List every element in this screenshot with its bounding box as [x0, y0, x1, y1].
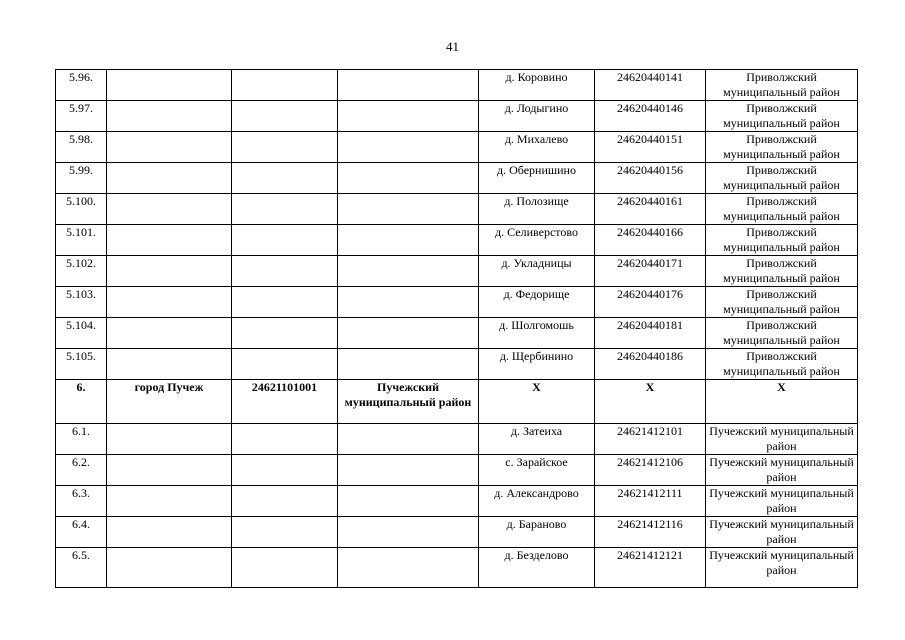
locality-cell: д. Безделово	[479, 548, 595, 588]
settlement-name-cell	[107, 101, 232, 132]
settlement-name-cell	[107, 318, 232, 349]
district-cell	[338, 225, 479, 256]
municipality-cell: Приволжский муниципальный район	[706, 225, 858, 256]
locality-cell: д. Шолгомошь	[479, 318, 595, 349]
locality-cell: д. Укладницы	[479, 256, 595, 287]
row-number-cell: 6.4.	[56, 517, 107, 548]
locality-cell: д. Михалево	[479, 132, 595, 163]
oktmo-code-cell: 24620440176	[595, 287, 706, 318]
oktmo-code-cell: 24620440166	[595, 225, 706, 256]
locality-cell: д. Полозище	[479, 194, 595, 225]
settlement-name-cell	[107, 548, 232, 588]
table-row	[56, 132, 858, 163]
municipality-cell: Пучежский муниципальный район	[706, 486, 858, 517]
row-number-cell: 5.100.	[56, 194, 107, 225]
code-cell	[232, 548, 338, 588]
code-cell	[232, 349, 338, 380]
municipality-cell: Пучежский муниципальный район	[706, 548, 858, 588]
district-cell	[338, 132, 479, 163]
municipality-cell: Приволжский муниципальный район	[706, 163, 858, 194]
table-row	[56, 163, 858, 194]
code-cell	[232, 517, 338, 548]
table-row	[56, 548, 858, 588]
district-cell	[338, 455, 479, 486]
district-cell	[338, 517, 479, 548]
row-number-cell: 5.98.	[56, 132, 107, 163]
municipality-cell: Пучежский муниципальный район	[706, 517, 858, 548]
municipality-cell: Приволжский муниципальный район	[706, 194, 858, 225]
municipality-cell: Приволжский муниципальный район	[706, 101, 858, 132]
municipality-cell: Пучежский муниципальный район	[706, 424, 858, 455]
code-cell	[232, 424, 338, 455]
code-cell	[232, 256, 338, 287]
table-row	[56, 101, 858, 132]
row-number-cell: 5.102.	[56, 256, 107, 287]
district-cell	[338, 486, 479, 517]
table-row	[56, 424, 858, 455]
row-number-cell: 5.99.	[56, 163, 107, 194]
district-cell	[338, 70, 479, 101]
code-cell	[232, 132, 338, 163]
district-cell	[338, 548, 479, 588]
oktmo-code-cell: 24620440151	[595, 132, 706, 163]
locality-cell: д. Лодыгино	[479, 101, 595, 132]
table-row	[56, 517, 858, 548]
settlement-name-cell: город Пучеж	[107, 380, 232, 424]
table-row	[56, 225, 858, 256]
oktmo-code-cell: 24620440186	[595, 349, 706, 380]
district-cell	[338, 349, 479, 380]
table-row	[56, 318, 858, 349]
code-cell	[232, 455, 338, 486]
row-number-cell: 5.101.	[56, 225, 107, 256]
oktmo-code-cell: 24620440156	[595, 163, 706, 194]
table-row	[56, 287, 858, 318]
district-cell	[338, 163, 479, 194]
table-row	[56, 349, 858, 380]
locality-cell: д. Селиверстово	[479, 225, 595, 256]
district-cell	[338, 287, 479, 318]
row-number-cell: 5.104.	[56, 318, 107, 349]
district-cell: Пучежский муниципальный район	[338, 380, 479, 424]
oktmo-code-cell: 24620440171	[595, 256, 706, 287]
page-number: 41	[446, 39, 459, 54]
settlement-name-cell	[107, 163, 232, 194]
row-number-cell: 5.96.	[56, 70, 107, 101]
row-number-cell: 6.2.	[56, 455, 107, 486]
settlements-table	[55, 69, 858, 588]
locality-cell: д. Затеиха	[479, 424, 595, 455]
district-cell	[338, 318, 479, 349]
settlement-name-cell	[107, 70, 232, 101]
settlement-name-cell	[107, 424, 232, 455]
oktmo-code-cell: 24620440141	[595, 70, 706, 101]
table-row	[56, 455, 858, 486]
district-cell	[338, 194, 479, 225]
municipality-cell: Х	[706, 380, 858, 424]
settlement-name-cell	[107, 256, 232, 287]
oktmo-code-cell: 24621412116	[595, 517, 706, 548]
settlement-name-cell	[107, 225, 232, 256]
locality-cell: д. Александрово	[479, 486, 595, 517]
settlement-name-cell	[107, 287, 232, 318]
code-cell	[232, 163, 338, 194]
table-row	[56, 70, 858, 101]
municipality-cell: Приволжский муниципальный район	[706, 349, 858, 380]
locality-cell: д. Щербинино	[479, 349, 595, 380]
oktmo-code-cell: 24621412106	[595, 455, 706, 486]
settlement-name-cell	[107, 486, 232, 517]
locality-cell: с. Зарайское	[479, 455, 595, 486]
municipality-cell: Приволжский муниципальный район	[706, 287, 858, 318]
locality-cell: Х	[479, 380, 595, 424]
row-number-cell: 5.105.	[56, 349, 107, 380]
oktmo-code-cell: 24620440181	[595, 318, 706, 349]
row-number-cell: 6.	[56, 380, 107, 424]
locality-cell: д. Обернишино	[479, 163, 595, 194]
row-number-cell: 6.3.	[56, 486, 107, 517]
district-cell	[338, 101, 479, 132]
table-row	[56, 194, 858, 225]
settlement-name-cell	[107, 132, 232, 163]
settlement-name-cell	[107, 455, 232, 486]
oktmo-code-cell: 24621412121	[595, 548, 706, 588]
settlement-name-cell	[107, 517, 232, 548]
table-body	[56, 70, 858, 588]
oktmo-code-cell: 24620440146	[595, 101, 706, 132]
municipality-cell: Приволжский муниципальный район	[706, 256, 858, 287]
oktmo-code-cell: 24620440161	[595, 194, 706, 225]
locality-cell: д. Бараново	[479, 517, 595, 548]
code-cell	[232, 101, 338, 132]
municipality-cell: Пучежский муниципальный район	[706, 455, 858, 486]
municipality-cell: Приволжский муниципальный район	[706, 132, 858, 163]
municipality-cell: Приволжский муниципальный район	[706, 318, 858, 349]
code-cell	[232, 318, 338, 349]
oktmo-code-cell: Х	[595, 380, 706, 424]
table-row	[56, 256, 858, 287]
row-number-cell: 6.5.	[56, 548, 107, 588]
code-cell	[232, 70, 338, 101]
row-number-cell: 5.97.	[56, 101, 107, 132]
code-cell	[232, 486, 338, 517]
settlement-name-cell	[107, 194, 232, 225]
code-cell	[232, 194, 338, 225]
settlement-name-cell	[107, 349, 232, 380]
code-cell: 24621101001	[232, 380, 338, 424]
municipality-cell: Приволжский муниципальный район	[706, 70, 858, 101]
oktmo-code-cell: 24621412111	[595, 486, 706, 517]
code-cell	[232, 287, 338, 318]
district-cell	[338, 424, 479, 455]
table-section-row	[56, 380, 858, 424]
locality-cell: д. Коровино	[479, 70, 595, 101]
row-number-cell: 6.1.	[56, 424, 107, 455]
row-number-cell: 5.103.	[56, 287, 107, 318]
table-row	[56, 486, 858, 517]
code-cell	[232, 225, 338, 256]
locality-cell: д. Федорище	[479, 287, 595, 318]
oktmo-code-cell: 24621412101	[595, 424, 706, 455]
district-cell	[338, 256, 479, 287]
